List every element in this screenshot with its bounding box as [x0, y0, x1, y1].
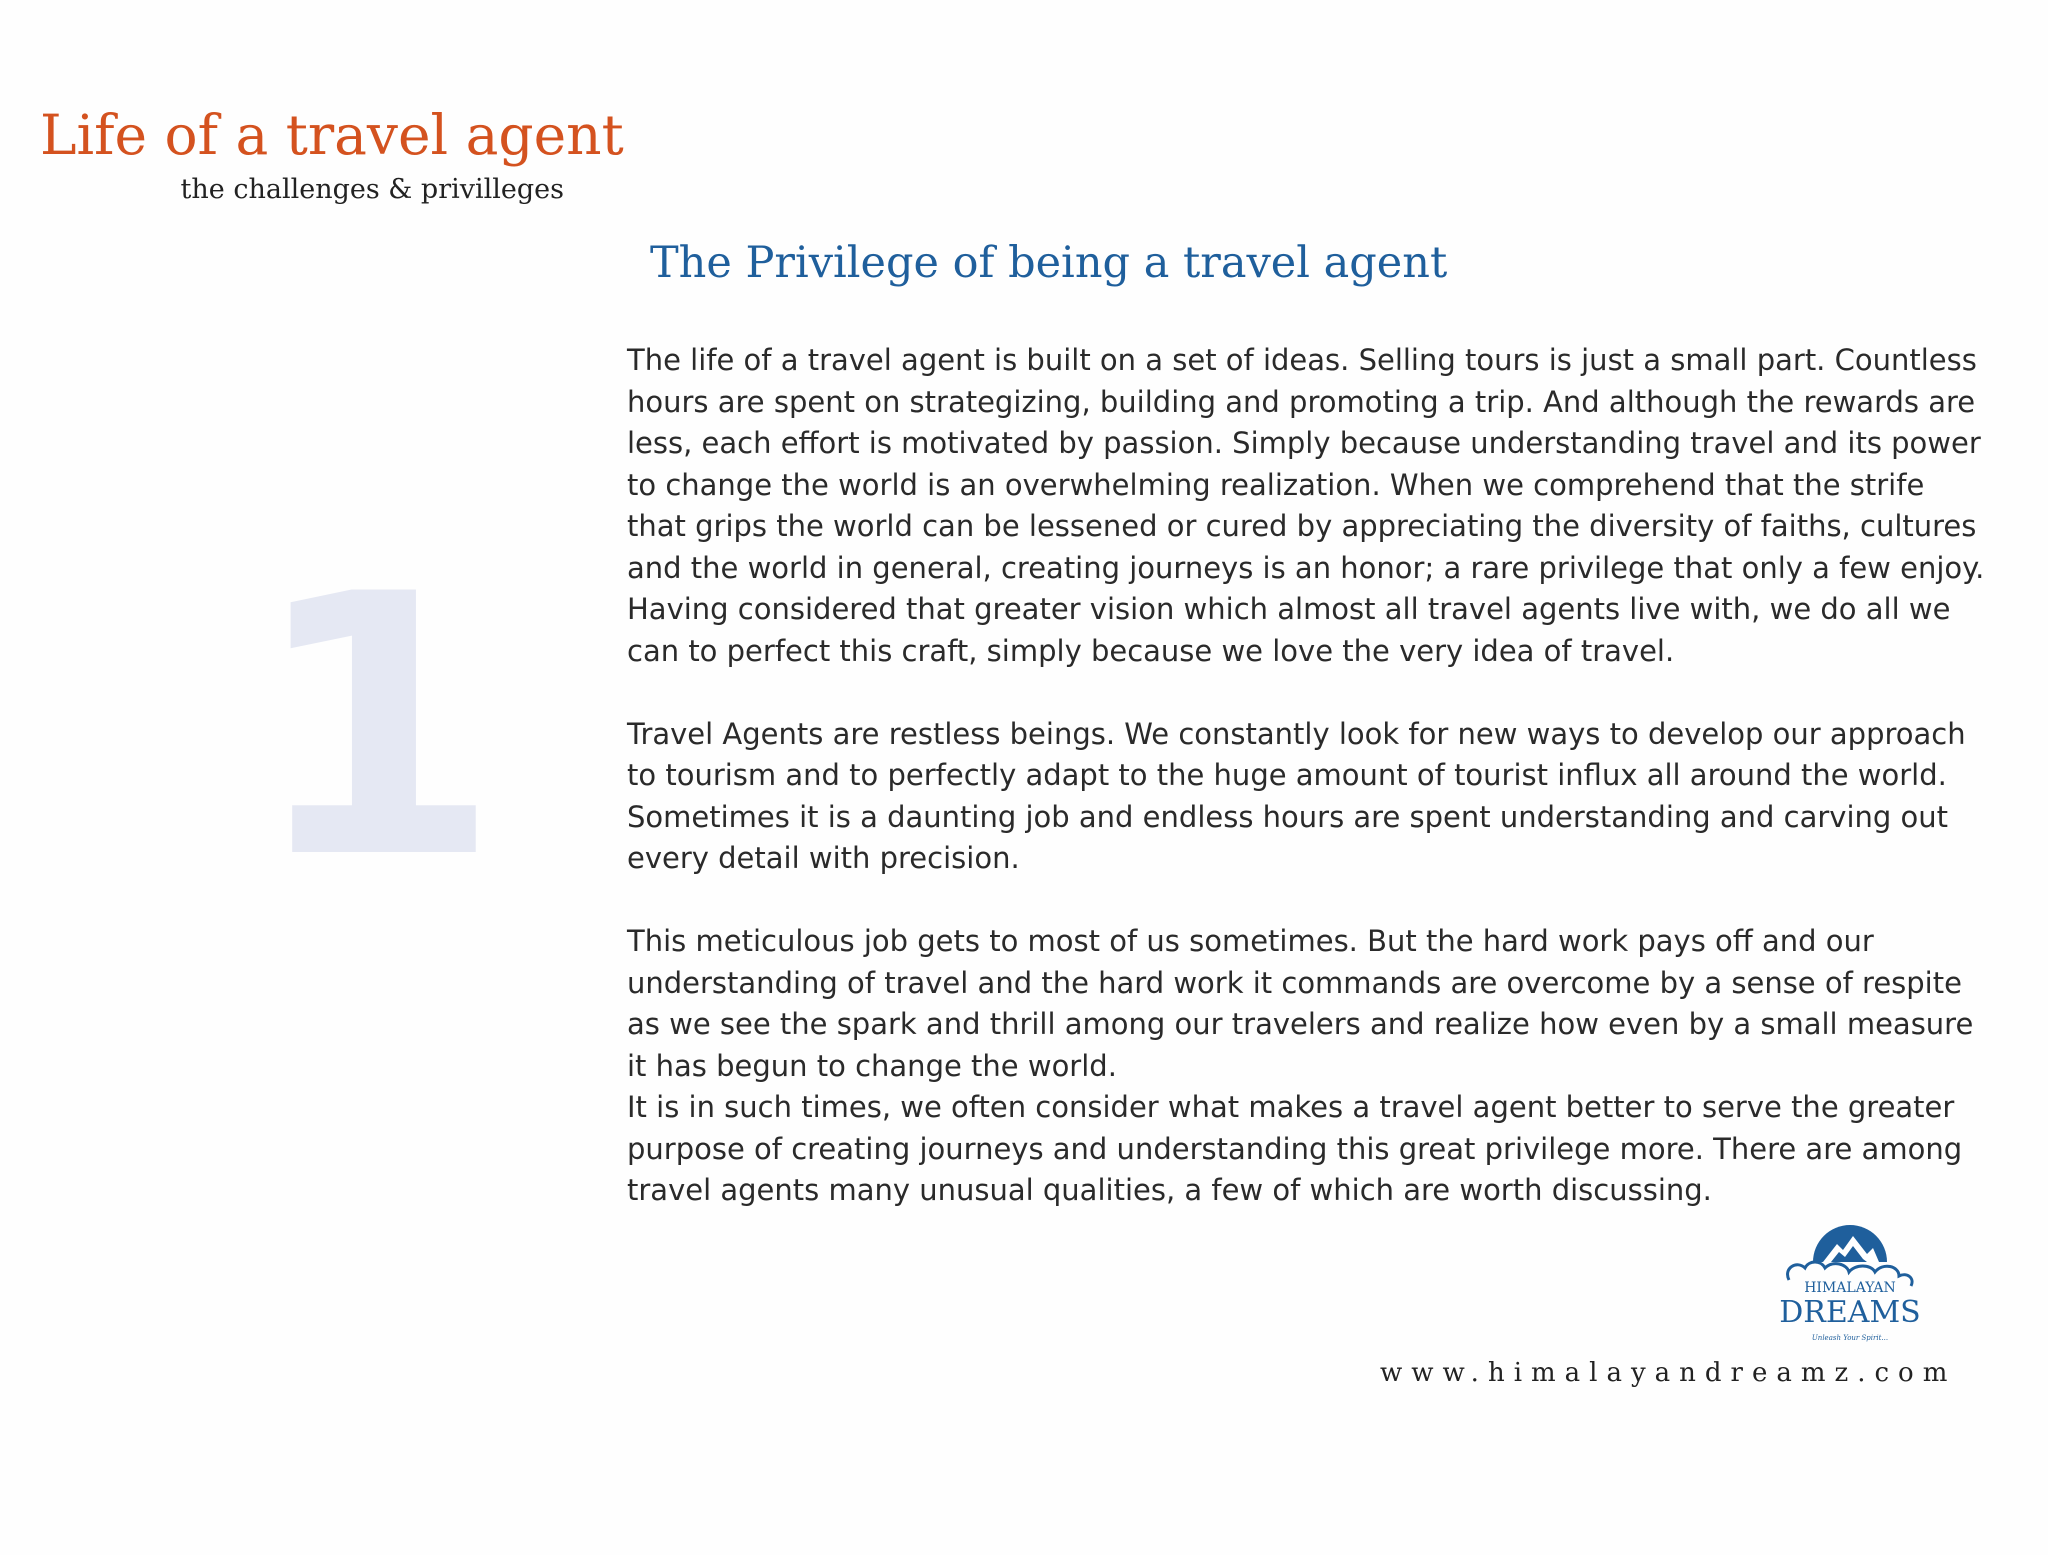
himalayan-dreams-logo [1775, 1210, 1925, 1350]
logo-tagline: Unleash Your Spirit... [1811, 1334, 1889, 1342]
paragraph-3: This meticulous job gets to most of us sometimes. But the hard work pays off and our understanding of travel and the hard work it commands are overcome by a sense of respite as we see the spark and thrill among our travelers and realize how even by a small measure it has begun to change the world. [627, 924, 1974, 1083]
logo-line2: DREAMS [1779, 1295, 1921, 1330]
paragraph-4: It is in such times, we often consider what makes a travel agent better to serve the greater purpose of creating journeys and understanding this great privilege more. There are among travel agents many unusual qualities, a few of which are worth discussing. [627, 1090, 1963, 1207]
paragraph-1: The life of a travel agent is built on a set of ideas. Selling tours is just a small part. Countless hours are spent on strategizing, building and promoting a trip. And although the rewards are less, each effort is motivated by passion. Simply because understanding travel and its power to change the world is an overwhelming realization. When we comprehend that the strife that grips the world can be lessened or cured by appreciating the diversity of faiths, cultures and the world in general, creating journeys is an honor; a rare privilege that only a few enjoy. Having considered that greater vision which almost all travel agents live with, we do all we can to perfect this craft, simply because we love the very idea of travel. [627, 343, 1985, 668]
section-number: 1 [250, 518, 501, 937]
document-title: Life of a travel agent [40, 103, 624, 167]
section-heading: The Privilege of being a travel agent [650, 238, 1448, 288]
document-subtitle: the challenges & privilleges [180, 174, 564, 205]
logo-line1: HIMALAYAN [1804, 1280, 1896, 1296]
body-text [627, 340, 1987, 1212]
paragraph-2: Travel Agents are restless beings. We constantly look for new ways to develop our approach to tourism and to perfectly adapt to the huge amount of tourist influx all around the world. Sometimes it is a daunting job and endless hours are spent understanding and carving out every detail with precision. [627, 716, 1966, 875]
website-url: www.himalayandreamz.com [1380, 1358, 1957, 1388]
